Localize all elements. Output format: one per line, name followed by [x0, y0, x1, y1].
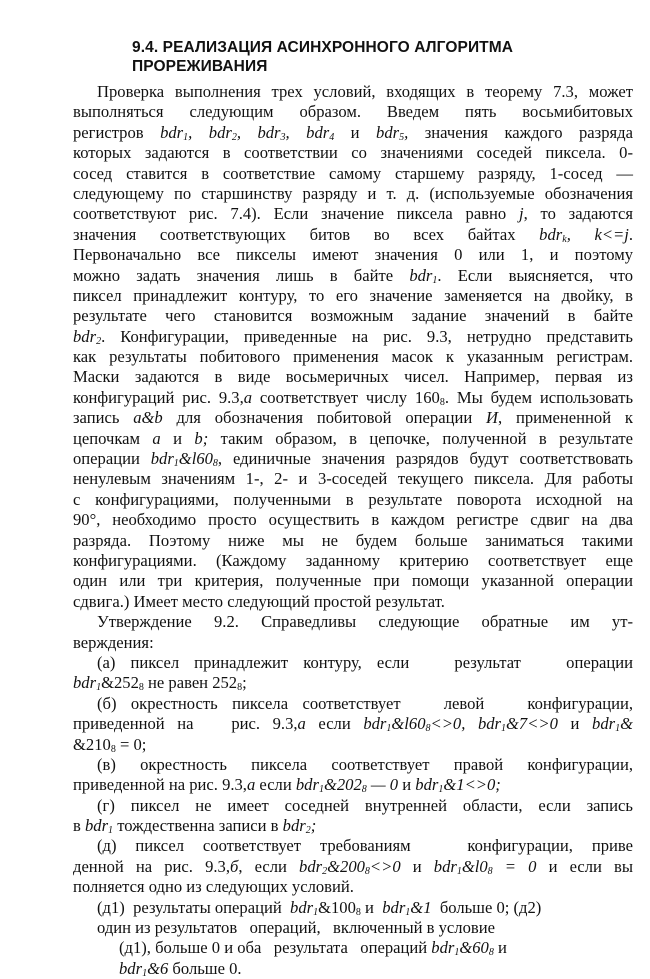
text-line: как результаты побитового применения масок к указанным регистрам. — [73, 347, 633, 367]
text-line: которых задаются в соответствии со значениями соседей пиксела. 0- — [73, 143, 633, 163]
text-line: один из результатов операций, включенный в условие — [97, 918, 495, 938]
body-text — [73, 82, 633, 979]
text-line: $\&210_8 = 0$; — [73, 734, 147, 755]
text-line: (д) пиксел соответствует требованиям конфигурации, приве — [97, 836, 633, 856]
text-line: можно задать значения лишь в байте bdr$_1$. Если выясняется, что — [73, 265, 633, 286]
text-line: приведенной на рис. 9.3,а если $bdr_1\&l60_8<>0$, bdr$_1$&7<>0 и bdr$_1$& — [73, 714, 633, 735]
text-line: (б) окрестность пиксела соответствует левой конфигурации, — [97, 693, 633, 713]
text-line: сосед ставится в соответствие самому старшему разряду, 1-сосед — — [73, 163, 633, 183]
item-d1 — [73, 898, 633, 979]
item-b — [73, 694, 633, 755]
text-line: следующему по старшинству разряду и т. д. (используемые обозначения — [73, 183, 633, 203]
text-line: результате чего становится возможным задание значений в байте — [73, 306, 633, 326]
text-line: (г) пиксел не имеет соседней внутренней области, если запись — [97, 795, 633, 815]
text-line: один или три критерия, полученные при помощи указанной операции — [73, 571, 633, 591]
text-line: конфигурациями. (Каждому заданному критерию соответствует еще — [73, 550, 633, 570]
text-line: пиксел принадлежит контуру, то его значение заменяется на двойку, в — [73, 285, 633, 305]
text-line: bdr$_1$&6 больше 0. — [119, 958, 242, 979]
text-line: Проверка выполнения трех условий, входящих в теорему 7.3, может — [97, 82, 633, 101]
text-line: ненулевым значениям 1-, 2- и 3-соседей текущего пиксела. Для работы — [73, 469, 633, 489]
section-title — [132, 38, 632, 76]
text-line: Утверждение 9.2. Справедливы следующие обратные им ут- — [97, 612, 633, 632]
text-line: цепочкам a и b; таким образом, в цепочке, полученной в результате — [73, 428, 633, 448]
text-line: выполняться следующим образом. Введем пять восьмибитовых — [73, 102, 633, 122]
text-line: приведенной на рис. 9.3,а если $bdr_1\&202_8$ — 0 и bdr$_1$&1<>0; — [73, 775, 501, 796]
item-a — [73, 653, 633, 694]
text-line: Первоначально все пикселы имеют значения 0 или 1, и поэтому — [73, 245, 633, 265]
text-line: сдвига.) Имеет место следующий простой результат. — [73, 591, 445, 611]
text-line: запись a&b для обозначения побитовой операции И, примененной к — [73, 408, 633, 428]
text-line: $bdr_1\&252_8$ не равен $252_8$; — [73, 673, 247, 694]
text-line: верждения: — [73, 632, 154, 652]
text-line: (д1) результаты операций $bdr_1\&100_8$ и bdr$_1$&1 больше 0; (д2) — [97, 897, 542, 918]
text-line: соответствуют рис. 7.4). Если значение пиксела равно j, то задаются — [73, 204, 633, 224]
text-line: конфигураций рис. 9.3,а соответствует числу $160_8$. Мы будем использовать — [73, 387, 634, 408]
text-line: регистров bdr$_1$, bdr$_2$, bdr$_3$, bdr$_4$ и bdr$_5$, значения каждого разряда — [73, 122, 633, 143]
text-line: (в) окрестность пиксела соответствует правой конфигурации, — [97, 754, 633, 774]
text-line: разряда. Поэтому ниже мы не будем больше заниматься такими — [73, 530, 633, 550]
text-line: (д1), больше 0 и оба результата операций $bdr_1\&60_8$ и — [119, 938, 507, 959]
text-line: (а) пиксел принадлежит контуру, если результат операции — [97, 652, 633, 672]
item-g — [73, 796, 633, 837]
text-line: Маски задаются в виде восьмеричных чисел. Например, первая из — [73, 367, 633, 387]
text-line: bdr$_2$. Конфигурации, приведенные на рис. 9.3, нетрудно представить — [73, 326, 633, 347]
paragraph-procedure — [73, 82, 633, 612]
section-title-line-1: 9.4. РЕАЛИЗАЦИЯ АСИНХРОННОГО АЛГОРИТМА — [132, 39, 514, 56]
statement-9-2 — [73, 612, 633, 653]
item-v — [73, 755, 633, 796]
text-line: 90°, необходимо просто осуществить в каждом регистре сдвиг на два — [73, 510, 633, 530]
section-title-line-2: ПРОРЕЖИВАНИЯ — [132, 58, 268, 75]
text-line: операции $bdr_1\&l60_8$, единичные значения разрядов будут соответствовать — [73, 449, 633, 470]
text-line: полняется одно из следующих условий. — [73, 877, 354, 897]
text-line: денной на рис. 9.3,б, если $bdr_2\&200_8<>0$ и $bdr_1\&l0_8 = 0$ и если вы — [73, 856, 633, 877]
text-line: с конфигурациями, полученными в результате поворота исходной на — [73, 489, 633, 509]
text-line: значения соответствующих битов во всех байтах bdr$_k$, k<=j. — [73, 224, 633, 245]
item-d — [73, 836, 633, 897]
text-line: в bdr$_1$ тождественна записи в bdr$_2$; — [73, 816, 317, 837]
